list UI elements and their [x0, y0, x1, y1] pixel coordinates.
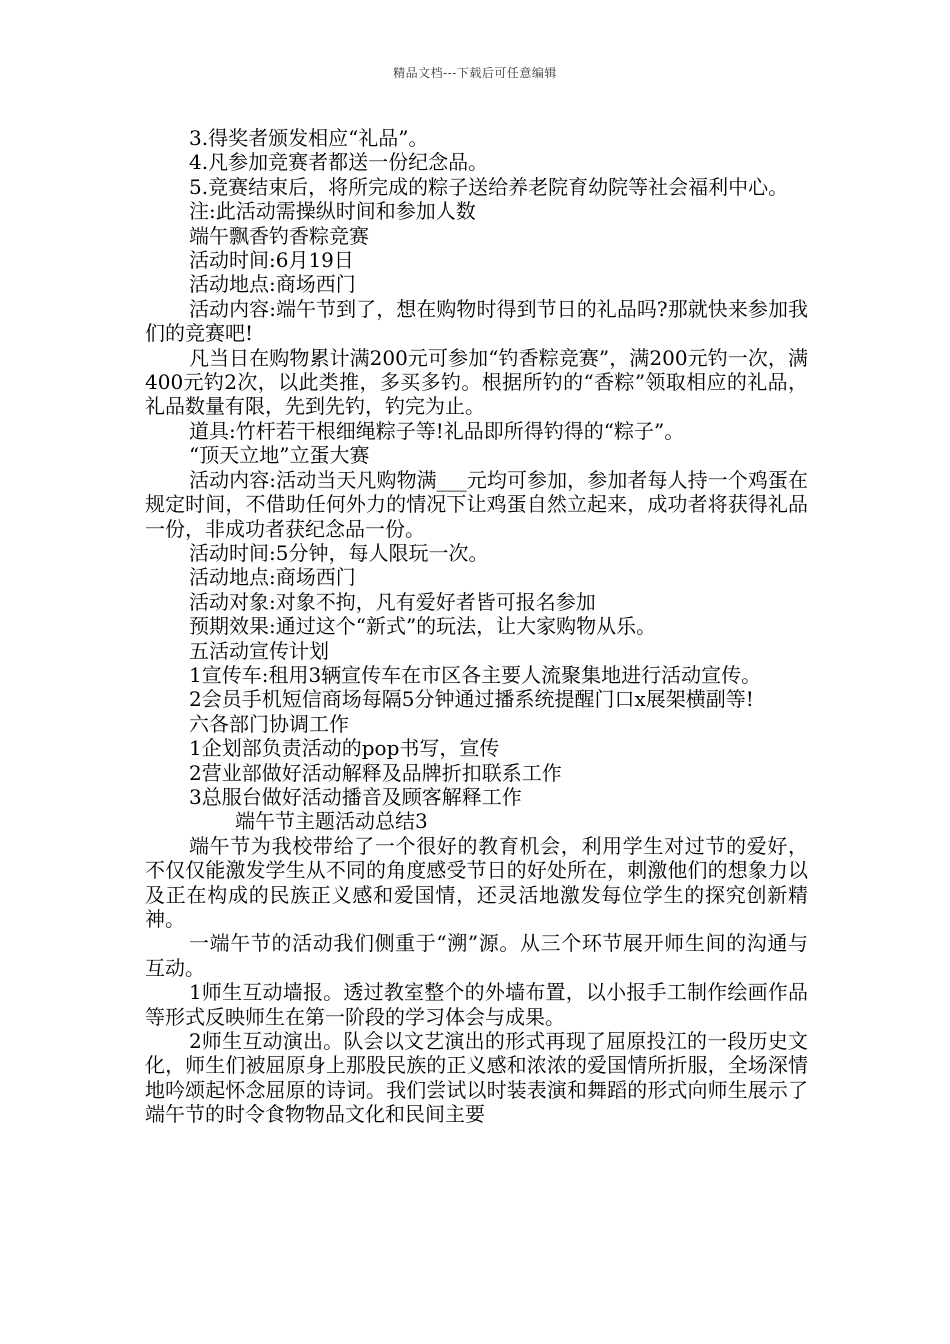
paragraph: 3总服台做好活动播音及顾客解释工作	[189, 784, 522, 809]
paragraph: 2营业部做好活动解释及品牌折扣联系工作	[189, 760, 562, 785]
paragraph: 一端午节的活动我们侧重于“溯”源。从三个环节展开师生间的沟通与互动。	[145, 931, 808, 980]
paragraph: 活动地点:商场西门	[189, 272, 356, 297]
paragraph: 4.凡参加竞赛者都送一份纪念品。	[189, 150, 489, 175]
paragraph: 六各部门协调工作	[189, 711, 349, 736]
paragraph: 活动时间:5分钟，每人限玩一次。	[189, 540, 489, 565]
paragraph: 道具:竹杆若干根细绳粽子等!礼品即所得钓得的“粽子”。	[189, 418, 685, 443]
paragraph: 活动地点:商场西门	[189, 565, 356, 590]
paragraph: 凡当日在购物累计满200元可参加“钓香粽竞赛”，满200元钓一次，满400元钓2次，以此类推，多买多钓。根据所钓的“香粽”领取相应的礼品，礼品数量有限，先到先钓，钓完为止。	[145, 345, 808, 419]
paragraph: 五活动宣传计划	[189, 638, 329, 663]
paragraph: 1师生互动墙报。透过教室整个的外墙布置，以小报手工制作绘画作品等形式反映师生在第一阶段的学习体会与成果。	[145, 980, 808, 1029]
paragraph: 预期效果:通过这个“新式”的玩法，让大家购物从乐。	[189, 614, 657, 639]
paragraph: 活动时间:6月19日	[189, 248, 354, 273]
paragraph: 1企划部负责活动的pop书写，宣传	[189, 736, 500, 761]
paragraph: 1宣传车:租用3辆宣传车在市区各主要人流聚集地进行活动宣传。	[189, 662, 762, 687]
paragraph: “顶天立地”立蛋大赛	[189, 443, 370, 468]
document-body	[145, 126, 808, 1127]
section-title: 端午节主题活动总结3	[235, 809, 428, 834]
paragraph: 活动内容:活动当天凡购物满___元均可参加，参加者每人持一个鸡蛋在规定时间，不借助任何外力的情况下让鸡蛋自然立起来，成功者将获得礼品一份，非成功者获纪念品一份。	[145, 467, 808, 541]
page-header: 精品文档---下载后可任意编辑	[393, 66, 557, 80]
paragraph: 2会员手机短信商场每隔5分钟通过播系统提醒门口x展架横副等!	[189, 687, 754, 712]
paragraph: 2师生互动演出。队会以文艺演出的形式再现了屈原投江的一段历史文化，师生们被屈原身上那股民族的正义感和浓浓的爱国情所折服，全场深情地吟颂起怀念屈原的诗词。我们尝试以时装表演和舞蹈的形式向师生展示了端午节的时令食物物品文化和民间主要	[145, 1029, 808, 1127]
paragraph: 端午节为我校带给了一个很好的教育机会，利用学生对过节的爱好，不仅仅能激发学生从不同的角度感受节日的好处所在，刺激他们的想象力以及正在构成的民族正义感和爱国情，还灵活地激发每位学生的探究创新精神。	[145, 833, 808, 931]
paragraph: 活动对象:对象不拘，凡有爱好者皆可报名参加	[189, 589, 596, 614]
paragraph: 5.竞赛结束后，将所完成的粽子送给养老院育幼院等社会福利中心。	[189, 174, 789, 199]
paragraph: 活动内容:端午节到了，想在购物时得到节日的礼品吗?那就快来参加我们的竞赛吧!	[145, 296, 808, 346]
paragraph: 端午飘香钓香粽竞赛	[189, 223, 369, 248]
paragraph: 3.得奖者颁发相应“礼品”。	[189, 126, 429, 150]
paragraph: 注:此活动需操纵时间和参加人数	[189, 199, 476, 224]
